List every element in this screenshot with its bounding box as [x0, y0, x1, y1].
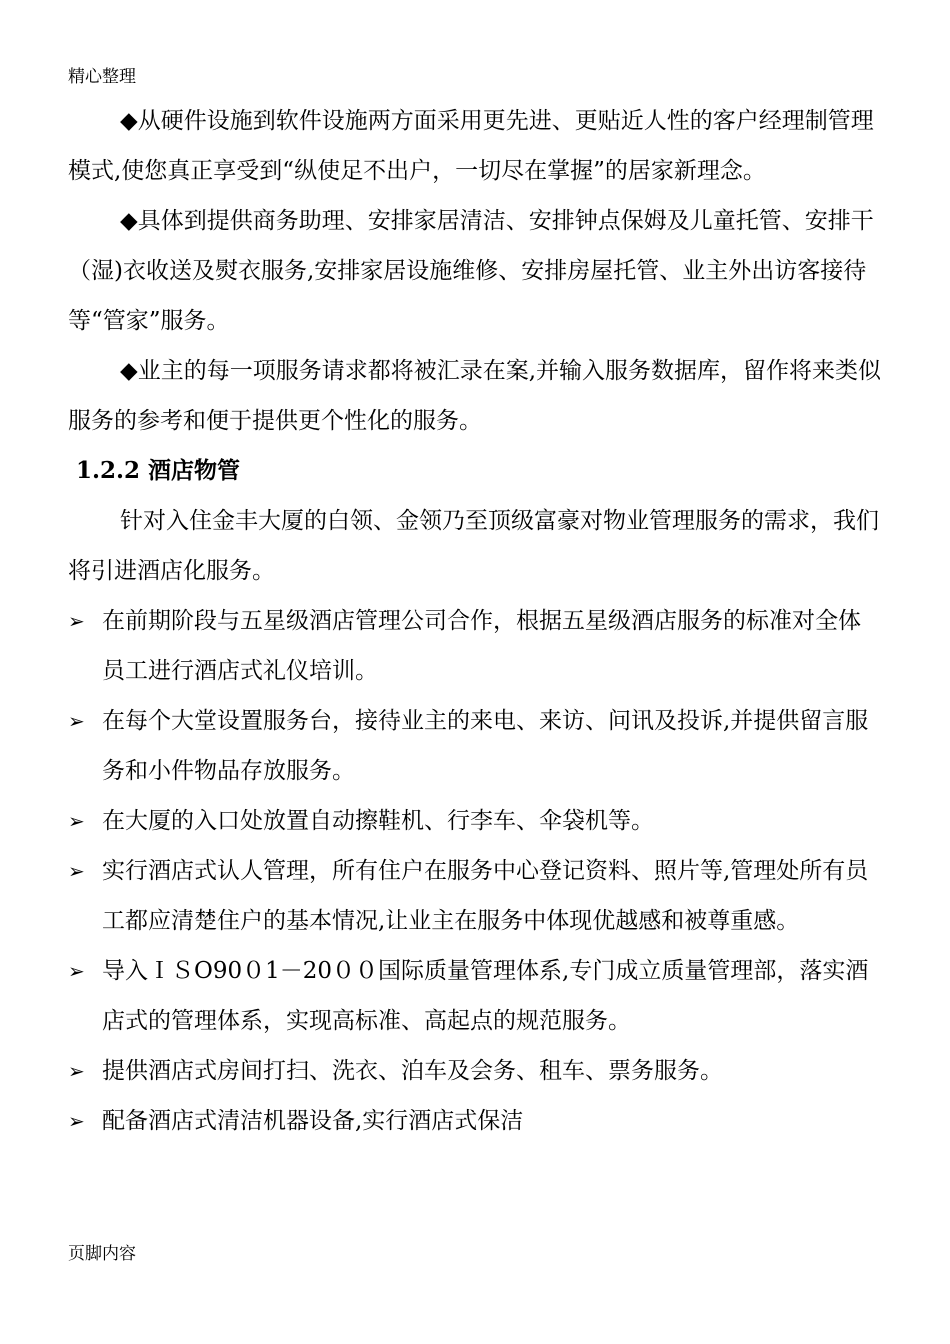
bullet-item — [68, 696, 883, 796]
page-header: 精心整理 — [68, 67, 136, 87]
section-heading: 1.2.2 酒店物管 — [76, 457, 241, 484]
arrow-bullet-icon: ➢ — [68, 1059, 85, 1083]
arrow-bullet-icon: ➢ — [68, 959, 85, 983]
bullet-item — [68, 796, 883, 846]
document-body — [68, 96, 883, 1146]
bullet-item — [68, 1096, 883, 1146]
bullet-text: 配备酒店式清洁机器设备,实行酒店式保洁 — [102, 1108, 524, 1134]
arrow-bullet-icon: ➢ — [68, 859, 85, 883]
paragraph: ◆业主的每一项服务请求都将被汇录在案,并输入服务数据库，留作将来类似服务的参考和便于提供更个性化的服务。 — [68, 358, 881, 434]
bullet-text: 在大厦的入口处放置自动擦鞋机、行李车、伞袋机等。 — [102, 808, 654, 834]
intro-paragraph: 针对入住金丰大厦的白领、金领乃至顶级富豪对物业管理服务的需求，我们将引进酒店化服务。 — [68, 508, 879, 584]
bullet-text: 在每个大堂设置服务台，接待业主的来电、来访、问讯及投诉,并提供留言服务和小件物品存放服务。 — [102, 708, 869, 784]
arrow-bullet-icon: ➢ — [68, 709, 85, 733]
bullet-text: 提供酒店式房间打扫、洗衣、泊车及会务、租车、票务服务。 — [102, 1058, 723, 1084]
bullet-text: 在前期阶段与五星级酒店管理公司合作，根据五星级酒店服务的标准对全体员工进行酒店式礼仪培训。 — [102, 608, 861, 684]
arrow-bullet-icon: ➢ — [68, 609, 85, 633]
page-footer: 页脚内容 — [68, 1244, 136, 1264]
paragraph: ◆具体到提供商务助理、安排家居清洁、安排钟点保姆及儿童托管、安排干（湿)衣收送及熨衣服务,安排家居设施维修、安排房屋托管、业主外出访客接待等“管家”服务。 — [68, 208, 874, 334]
bullet-text: 导入ＩＳO90０1－20００国际质量管理体系,专门成立质量管理部，落实酒店式的管理体系，实现高标准、高起点的规范服务。 — [102, 958, 869, 1034]
bullet-item — [68, 1046, 883, 1096]
paragraph: ◆从硬件设施到软件设施两方面采用更先进、更贴近人性的客户经理制管理模式,使您真正享受到“纵使足不出户，一切尽在掌握”的居家新理念。 — [68, 108, 874, 184]
bullet-text: 实行酒店式认人管理，所有住户在服务中心登记资料、照片等,管理处所有员工都应清楚住户的基本情况,让业主在服务中体现优越感和被尊重感。 — [102, 858, 869, 934]
bullet-item — [68, 846, 883, 946]
arrow-bullet-icon: ➢ — [68, 1109, 85, 1133]
bullet-item — [68, 596, 883, 696]
bullet-item — [68, 946, 883, 1046]
arrow-bullet-icon: ➢ — [68, 809, 85, 833]
